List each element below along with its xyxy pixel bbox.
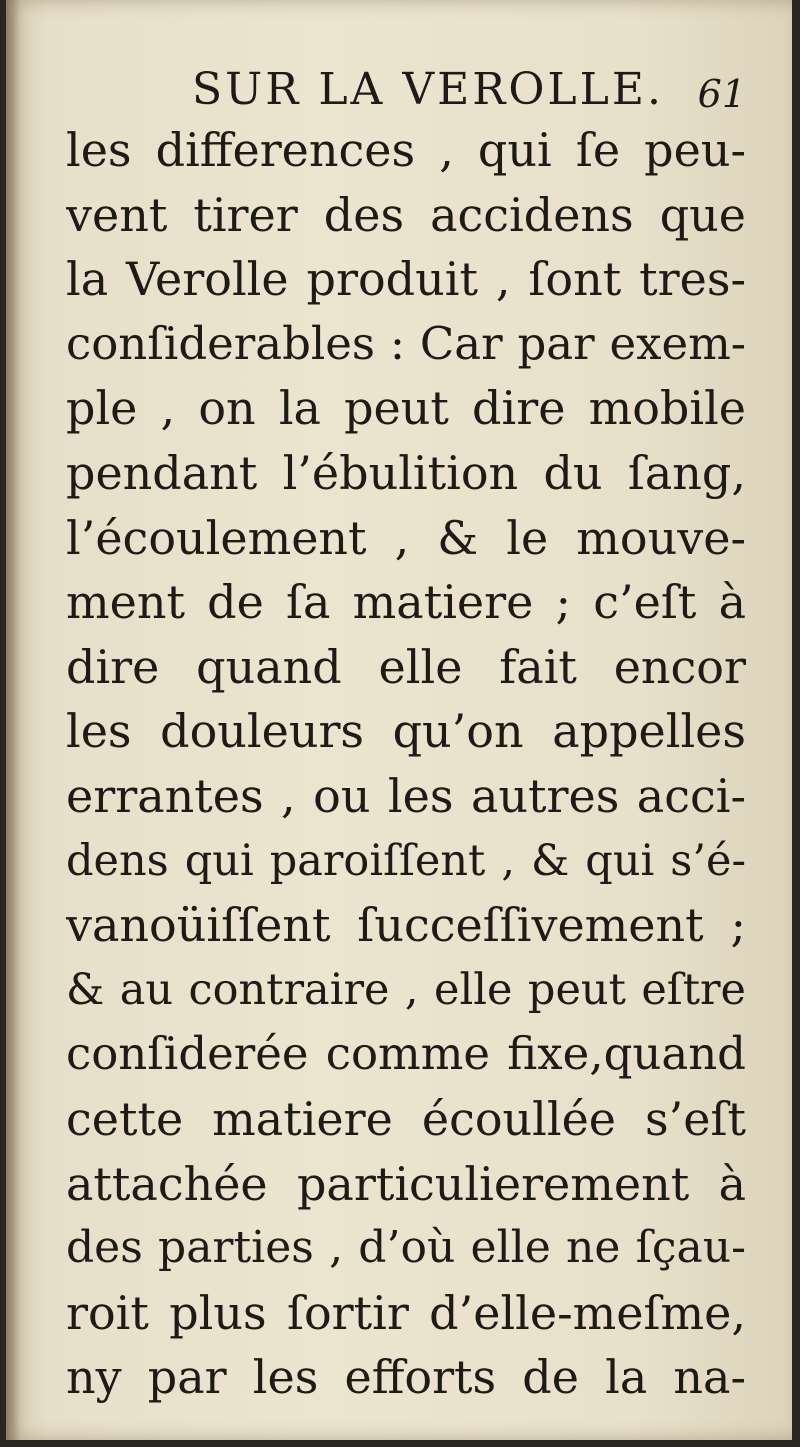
text-line: pendant l’ébulition du ſang, [66, 445, 746, 500]
running-head [66, 62, 746, 118]
text-line: la Verolle produit , ſont tres- [66, 252, 746, 307]
text-line: vent tirer des accidens que [66, 187, 746, 242]
text-line: dire quand elle fait encor [66, 639, 746, 694]
text-line: errantes , ou les autres acci- [66, 768, 746, 823]
text-line: cette matiere écoullée s’eſt [66, 1091, 746, 1146]
text-line: vanoüiſſent ſucceſſivement ; [66, 898, 746, 953]
text-line: l’écoulement , & le mouve- [66, 510, 746, 565]
text-line: dens qui paroiſſent , & qui s’é- [66, 835, 746, 886]
text-line: les douleurs qu’on appelles [66, 704, 746, 759]
text-line: conſiderée comme fixe,quand [66, 1027, 746, 1081]
text-line: des parties , d’où elle ne ſçau- [66, 1222, 746, 1274]
text-line: ple , on la peut dire mobile [66, 381, 746, 436]
text-line: & au contraire , elle peut eſtre [66, 964, 746, 1015]
text-line: attachée particulierement à [66, 1156, 746, 1211]
book-page [6, 0, 792, 1440]
text-line: roit plus ſortir d’elle-meſme, [66, 1285, 746, 1340]
text-line: conſiderables : Car par exem- [66, 316, 746, 370]
text-line: les differences , qui ſe peu- [66, 123, 746, 177]
text-line: ment de ſa matiere ; c’eſt à [66, 575, 746, 630]
running-title: SUR LA VEROLLE. [192, 64, 664, 115]
body-text [66, 118, 746, 1410]
page-number: 61 [697, 72, 746, 116]
text-line: ny par les efforts de la na- [66, 1350, 746, 1405]
